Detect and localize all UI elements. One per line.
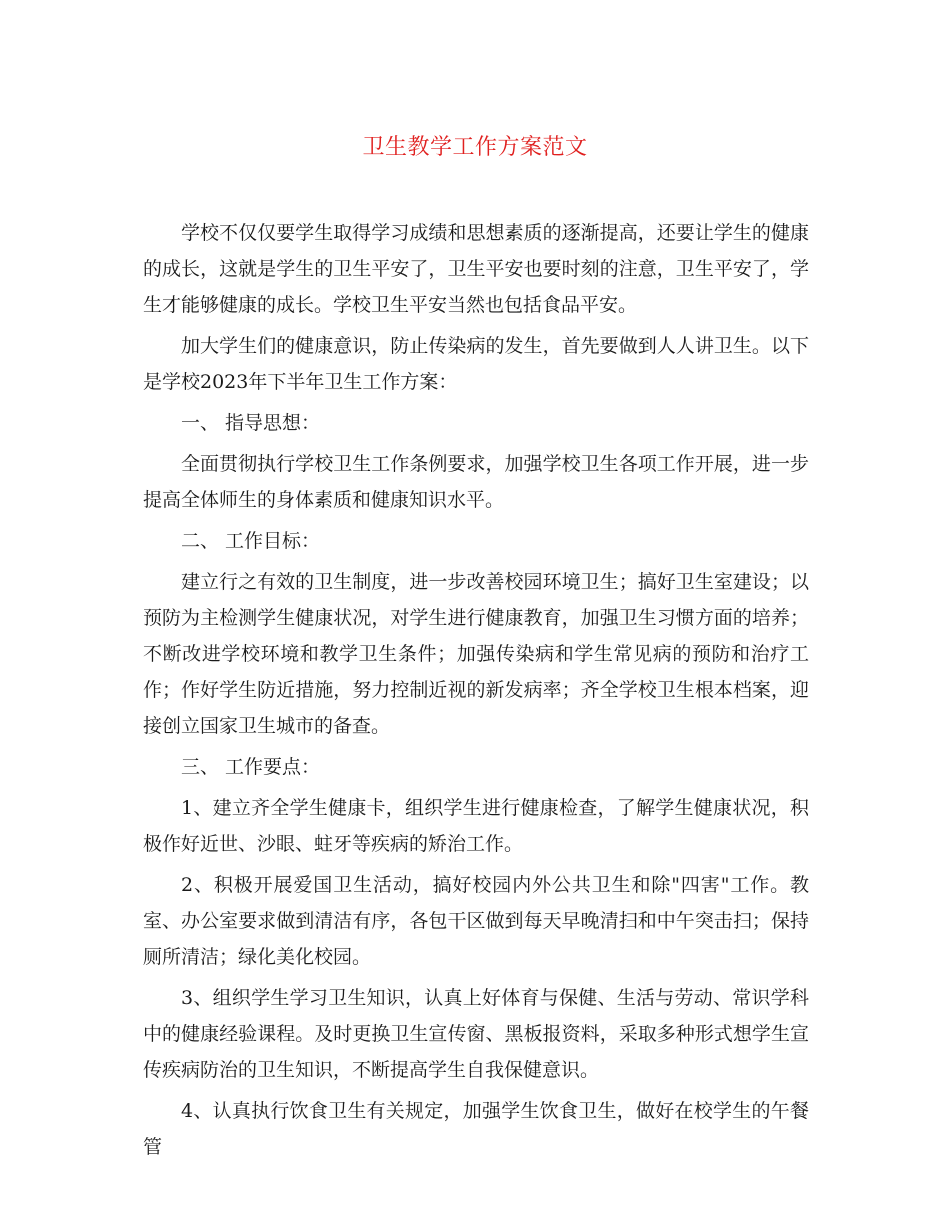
work-point-1: 1、建立齐全学生健康卡，组织学生进行健康检查，了解学生健康状况，积极作好近世、沙眼、蛀牙等疾病的矫治工作。: [143, 797, 809, 855]
document-body: [143, 215, 809, 1170]
section-heading-work-points: 三、 工作要点：: [181, 756, 321, 778]
section-heading-work-goals: 二、 工作目标：: [181, 530, 321, 552]
work-goals-paragraph: 建立行之有效的卫生制度，进一步改善校园环境卫生；搞好卫生室建设；以预防为主检测学生健康状况，对学生进行健康教育，加强卫生习惯方面的培养；不断改进学校环境和教学卫生条件；加强传染病和学生常见病的预防和治疗工作；作好学生防近措施，努力控制近视的新发病率；齐全学校卫生根本档案，迎接创立国家卫生城市的备查。: [143, 571, 809, 737]
work-point-3: 3、组织学生学习卫生知识，认真上好体育与保健、生活与劳动、常识学科中的健康经验课程。及时更换卫生宣传窗、黑板报资料，采取多种形式想学生宣传疾病防治的卫生知识，不断提高学生自我保健意识。: [143, 987, 809, 1081]
work-point-2: 2、积极开展爱国卫生活动，搞好校园内外公共卫生和除"四害"工作。教室、办公室要求做到清洁有序，各包干区做到每天早晚清扫和中午突击扫；保持厕所清洁；绿化美化校园。: [143, 874, 809, 968]
plan-intro-paragraph: 加大学生们的健康意识，防止传染病的发生，首先要做到人人讲卫生。以下是学校2023年下半年卫生工作方案：: [143, 335, 809, 393]
document-title: 卫生教学工作方案范文: [362, 135, 588, 160]
intro-paragraph: 学校不仅仅要学生取得学习成绩和思想素质的逐渐提高，还要让学生的健康的成长，这就是学生的卫生平安了，卫生平安也要时刻的注意，卫生平安了，学生才能够健康的成长。学校卫生平安当然也包括食品平安。: [143, 222, 809, 316]
work-point-4: 4、认真执行饮食卫生有关规定，加强学生饮食卫生，做好在校学生的午餐管: [143, 1100, 809, 1158]
section-heading-guiding-ideology: 一、 指导思想：: [181, 412, 321, 434]
guiding-ideology-paragraph: 全面贯彻执行学校卫生工作条例要求，加强学校卫生各项工作开展，进一步提高全体师生的身体素质和健康知识水平。: [143, 453, 809, 511]
